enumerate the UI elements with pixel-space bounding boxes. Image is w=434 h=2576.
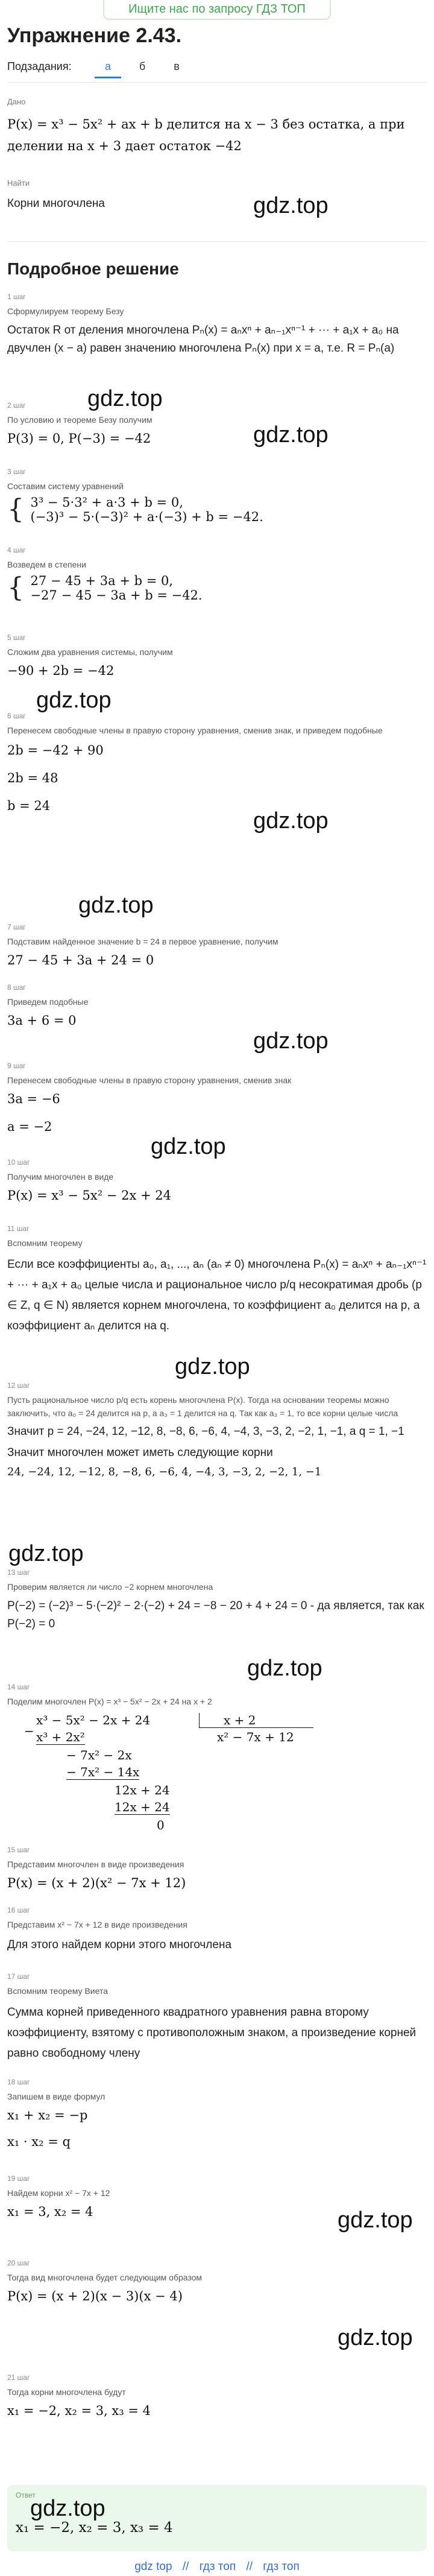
find-label: Найти	[7, 179, 30, 188]
step-caption: Перенесем свободные члены в правую сторону уравнения, сменив знак	[7, 1075, 292, 1085]
step-text: Если все коэффициенты a₀, a₁, ..., aₙ (aₙ ≠ 0) многочлена Pₙ(x) = aₙxⁿ + aₙ₋₁xⁿ⁻¹ + ··· + a₁x + a₀ целые числа и рациональное число p/q несократимая дробь (p ∈ Z, q ∈ N) является корнем многочлена, то коэффициент a₀ делится на p, а коэффициент aₙ делится на q.	[7, 1258, 427, 1332]
page: Ищите нас по запросу ГДЗ ТОП Упражнение 2.43. Подзадания: а б в Дано P(x) = x³ − 5x² + ax + b делится на x − 3 без остатка, а при делении на x + 3 дает остаток −42 Найти Корни многочлена gdz.top Подробное решение 1 шаг Сформулируем теорему Безу Остаток R от деления многочлена Pₙ(x) = aₙxⁿ + aₙ₋₁xⁿ⁻¹ + ··· + a₁x + a₀ на двучлен (x − a) равен значению многочлена Pₙ(x) при x = a, т.е. R = Pₙ(a) gdz.top 2 шаг По условию и теореме Безу получим P(3) = 0, P(−3) = −42 gdz.top 3 шаг Составим систему уравнений { 3³ − 5·3² + a·3 + b = 0, (−3)³ − 5·(−3)² + a·(−3) + b = −42. 4 шаг Возведем в степени { 27 − 45 + 3a + b = 0, −27 − 45 − 3a + b = −42. 5 шаг Сложим два уравнения системы, получим −90 + 2b = −42 gdz.top 6 шаг Перенесем свободные члены в правую сторону уравнения, сменив знак, и приведем подобные 2b = −42 + 90 2b = 48 b = 24 gdz.top gdz.top 7 шаг Подставим найденное значение b = 24 в первое уравнение, получим 27 − 45 + 3a + 24 = 0 8 шаг Приведем подобные 3a + 6 = 0 gdz.top 9 шаг Перенесем свободные члены в правую сторону уравнения, сменив знак 3a = −6 a = −2 gdz.top 10 шаг Получим многочлен в виде P(x) = x³ − 5x² − 2x + 24 11 шаг Вспомним теорему Если все коэффициенты a₀, a₁, ..., aₙ (aₙ ≠ 0) многочлена Pₙ(x) = aₙxⁿ + aₙ₋₁xⁿ⁻¹ + ··· + a₁x + a₀ целые числа и рациональное число p/q несократимая дробь (p ∈ Z, q ∈ N) является корнем многочлена, то коэффициент a₀ делится на p, а коэффициент aₙ делится на q. gdz.top 12 шаг Пусть рациональное число p/q есть корень многочлена P(x). Тогда на основании теоремы можно заключить, что a₀ = 24 делится на p, а a₃ = 1 делится на q. Так как a₃ = 1, то все корни целые числа Значит p = 24, −24, 12, −12, 8, −8, 6, −6, 4, −4, 3, −3, 2, −2, 1, −1, а q = 1, −1 Значит многочлен может иметь следующие корни 24, −24, 12, −12, 8, −8, 6, −6, 4, −4, 3, −3, 2, −2, 1, −1 gdz.top 13 шаг Проверим является ли число −2 корнем многочлена P(−2) = (−2)³ − 5·(−2)² − 2·(−2) + 24 = −8 − 20 + 4 + 24 = 0 - да является, так как P(−2) = 0 gdz.top 14 шаг Поделим многочлен P(x) = x³ − 5x² − 2x + 24 на x + 2 x³ − 5x² − 2x + 24 − x³ + 2x² − 7x² − 2x − 7x² − 14x 12x + 24 12x + 24 0 x + 2 x² − 7x + 12 15 шаг Представим многочлен в виде произведения P(x) = (x + 2)(x² − 7x + 12) 16 шаг Представим x² − 7x + 12 в виде произведения Для этого найдем корни этого многочлена 17 шаг Вспомним теорему Виета Сумма корней приведенного квадратного уравнения равна второму коэффициенту, взятому с противоположным знаком, а произведение корней равно свободному члену 18 шаг Запишем в виде формул x₁ + x₂ = −p x₁ · x₂ = q 19 шаг Найдем корни x² − 7x + 12 x₁ = 3, x₂ = 4 gdz.top 20 шаг Тогда вид многочлена будет следующим образом P(x) = (x + 2)(x − 3)(x − 4) gdz.top 21 шаг Тогда корни многочлена будут x₁ = −2, x₂ = 3, x₃ = 4 Ответ x₁ = −2, x₂ = 3, x₃ = 4 gdz.top gdz top // гдз топ // гдз топ	[0, 0, 434, 2576]
step-16	[7, 1906, 427, 1954]
step-formula: P(x) = (x + 2)(x − 3)(x − 4)	[7, 2289, 183, 2303]
subtask-label: Подзадания:	[7, 60, 72, 72]
step-caption: Поделим многочлен P(x) = x³ − 5x² − 2x + 24 на x + 2	[7, 1697, 212, 1706]
step-caption: Сложим два уравнения системы, получим	[7, 647, 173, 657]
step-caption: Сформулируем теорему Безу	[7, 306, 124, 316]
subtask-tabs	[7, 60, 195, 78]
step-caption: Пусть рациональное число p/q есть корень многочлена P(x). Тогда на основании теоремы можно заключить, что a₀ = 24 делится на p, а a₃ = 1 делится на q. Так как a₃ = 1, то все корни целые числа	[7, 1395, 398, 1418]
step-11	[7, 1224, 427, 1337]
step-number: 6 шаг	[7, 712, 26, 720]
step-caption: Получим многочлен в виде	[7, 1172, 114, 1182]
solution-title: Подробное решение	[7, 259, 179, 278]
equation-line: 3³ − 5·3² + a·3 + b = 0,	[30, 495, 183, 510]
system-brace: {	[7, 494, 24, 525]
step-formula: 3a + 6 = 0	[7, 1013, 77, 1028]
step-number: 12 шаг	[7, 1381, 30, 1390]
step-text: Остаток R от деления многочлена Pₙ(x) = aₙxⁿ + aₙ₋₁xⁿ⁻¹ + ··· + a₁x + a₀ на двучлен (x − a) равен значению многочлена Pₙ(x) при x = a, т.е. R = Pₙ(a)	[7, 324, 399, 355]
step-number: 7 шаг	[7, 923, 26, 931]
step-formula: b = 24	[7, 799, 51, 813]
step-text: Значит p = 24, −24, 12, −12, 8, −8, 6, −6, 4, −4, 3, −3, 2, −2, 1, −1, а q = 1, −1	[7, 1425, 404, 1438]
watermark: gdz.top	[253, 193, 329, 218]
step-1	[7, 293, 427, 358]
watermark: gdz.top	[8, 1541, 84, 1566]
equation-line: 27 − 45 + 3a + b = 0,	[30, 574, 174, 588]
step-caption: Вспомним теорему	[7, 1238, 83, 1248]
step-number: 15 шаг	[7, 1846, 30, 1854]
footer-link[interactable]: гдз топ	[263, 2560, 300, 2573]
step-15	[7, 1846, 427, 1890]
step-formula: 2b = −42 + 90	[7, 743, 104, 758]
step-formula: P(x) = (x + 2)(x² − 7x + 12)	[7, 1876, 186, 1890]
step-number: 13 шаг	[7, 1568, 30, 1577]
division-line: 12x + 24	[115, 1800, 170, 1814]
step-caption: Вспомним теорему Виета	[7, 1986, 108, 1996]
step-number: 1 шаг	[7, 293, 26, 301]
tab-b[interactable]: б	[139, 60, 146, 72]
step-number: 3 шаг	[7, 467, 26, 476]
step-number: 10 шаг	[7, 1158, 30, 1166]
system-brace: {	[7, 572, 24, 603]
step-number: 11 шаг	[7, 1224, 30, 1233]
step-2	[7, 401, 427, 446]
step-number: 9 шаг	[7, 1062, 26, 1070]
step-formula: P(x) = x³ − 5x² − 2x + 24	[7, 1188, 171, 1203]
step-caption: Подставим найденное значение b = 24 в первое уравнение, получим	[7, 937, 278, 946]
step-caption: Найдем корни x² − 7x + 12	[7, 2188, 110, 2198]
quotient: x² − 7x + 12	[217, 1730, 294, 1744]
step-number: 19 шаг	[7, 2174, 30, 2183]
footer-separator: //	[182, 2560, 189, 2573]
step-number: 17 шаг	[7, 1972, 30, 1981]
step-8	[7, 983, 427, 1028]
step-number: 18 шаг	[7, 2078, 30, 2086]
watermark: gdz.top	[78, 893, 154, 918]
division-line: x³ + 2x²	[36, 1730, 85, 1744]
step-text: Значит многочлен может иметь следующие корни	[7, 1446, 273, 1459]
step-caption: Приведем подобные	[7, 997, 89, 1007]
step-formula: 24, −24, 12, −12, 8, −8, 6, −6, 4, −4, 3, −3, 2, −2, 1, −1	[7, 1466, 322, 1478]
step-number: 4 шаг	[7, 546, 26, 554]
watermark: gdz.top	[253, 422, 329, 448]
step-caption: По условию и теореме Безу получим	[7, 415, 153, 425]
step-number: 14 шаг	[7, 1683, 30, 1691]
dividend: x³ − 5x² − 2x + 24	[36, 1713, 151, 1727]
step-9	[7, 1062, 427, 1134]
watermark: gdz.top	[87, 386, 163, 411]
step-number: 20 шаг	[7, 2259, 30, 2267]
step-formula: x₁ = −2, x₂ = 3, x₃ = 4	[7, 2404, 151, 2418]
step-number: 16 шаг	[7, 1906, 30, 1914]
step-formula: P(3) = 0, P(−3) = −42	[7, 431, 151, 446]
division-remainder: 0	[157, 1818, 165, 1832]
step-10	[7, 1158, 427, 1203]
tab-a[interactable]: а	[95, 60, 121, 78]
step-caption: Составим систему уравнений	[7, 481, 124, 491]
tab-v[interactable]: в	[174, 60, 180, 72]
watermark: gdz.top	[338, 2207, 413, 2233]
step-text: Сумма корней приведенного квадратного уравнения равна второму коэффициенту, взятому с противоположным знаком, а произведение корней равно свободному члену	[7, 2006, 417, 2060]
step-12	[7, 1381, 427, 1478]
footer-link[interactable]: гдз топ	[199, 2560, 236, 2573]
step-caption: Возведем в степени	[7, 560, 86, 569]
step-6	[7, 712, 427, 813]
step-caption: Проверим является ли число −2 корнем многочлена	[7, 1582, 213, 1592]
step-18	[7, 2078, 427, 2149]
equation-line: (−3)³ − 5·(−3)² + a·(−3) + b = −42.	[30, 510, 263, 524]
step-17	[7, 1972, 427, 2064]
step-formula: x₁ + x₂ = −p	[7, 2108, 88, 2122]
step-3	[7, 467, 427, 524]
step-formula: x₁ · x₂ = q	[7, 2135, 71, 2149]
step-formula: a = −2	[7, 1119, 52, 1134]
step-number: 2 шаг	[7, 401, 26, 410]
watermark: gdz.top	[247, 1656, 322, 1681]
watermark: gdz.top	[253, 1028, 329, 1054]
watermark: gdz.top	[151, 1134, 226, 1159]
step-formula: 3a = −6	[7, 1092, 60, 1106]
step-number: 8 шаг	[7, 983, 26, 992]
step-caption: Тогда вид многочлена будет следующим образом	[7, 2273, 203, 2282]
division-line: − 7x² − 2x	[66, 1748, 132, 1762]
page-title: Упражнение 2.43.	[7, 24, 182, 47]
division-line: − 7x² − 14x	[66, 1765, 140, 1779]
watermark: gdz.top	[338, 2325, 413, 2350]
divider	[7, 82, 427, 83]
step-text: P(−2) = (−2)³ − 5·(−2)² − 2·(−2) + 24 = −8 − 20 + 4 + 24 = 0 - да является, так как P(−2) = 0	[7, 1600, 424, 1630]
given-label: Дано	[7, 97, 26, 106]
step-5	[7, 633, 427, 678]
footer	[0, 2560, 434, 2574]
find-text: Корни многочлена	[7, 197, 105, 210]
step-formula: 2b = 48	[7, 771, 58, 785]
division-line: 12x + 24	[115, 1783, 170, 1797]
step-text: Для этого найдем корни этого многочлена	[7, 1938, 232, 1951]
step-caption: Представим многочлен в виде произведения	[7, 1859, 184, 1869]
divisor: x + 2	[199, 1713, 313, 1728]
find-block	[7, 178, 105, 213]
divider	[7, 241, 427, 242]
given-block	[7, 97, 427, 157]
step-20	[7, 2259, 427, 2303]
step-formula: 27 − 45 + 3a + 24 = 0	[7, 953, 154, 967]
given-text: P(x) = x³ − 5x² + ax + b делится на x − 3 без остатка, а при делении на x + 3 дает остаток −42	[7, 117, 405, 153]
step-number: 21 шаг	[7, 2373, 30, 2382]
search-hint-link[interactable]: Ищите нас по запросу ГДЗ ТОП	[103, 0, 331, 20]
step-13	[7, 1568, 427, 1633]
footer-link[interactable]: gdz top	[134, 2560, 172, 2573]
step-7	[7, 923, 427, 967]
watermark: gdz.top	[175, 1354, 250, 1379]
top-banner	[0, 0, 434, 18]
footer-separator: //	[246, 2560, 253, 2573]
watermark: gdz.top	[36, 688, 112, 713]
watermark: gdz.top	[30, 2496, 105, 2521]
watermark: gdz.top	[253, 808, 329, 834]
step-21	[7, 2373, 427, 2418]
step-caption: Тогда корни многочлена будут	[7, 2387, 126, 2397]
step-formula: −90 + 2b = −42	[7, 663, 115, 678]
step-caption: Представим x² − 7x + 12 в виде произведения	[7, 1920, 187, 1929]
answer-label: Ответ	[16, 2491, 36, 2499]
step-number: 5 шаг	[7, 633, 26, 642]
step-formula: x₁ = 3, x₂ = 4	[7, 2204, 93, 2219]
equation-line: −27 − 45 − 3a + b = −42.	[30, 588, 203, 603]
step-4	[7, 546, 427, 603]
step-caption: Запишем в виде формул	[7, 2092, 105, 2101]
answer-value: x₁ = −2, x₂ = 3, x₃ = 4	[16, 2520, 173, 2536]
step-caption: Перенесем свободные члены в правую сторону уравнения, сменив знак, и приведем подобные	[7, 726, 383, 735]
